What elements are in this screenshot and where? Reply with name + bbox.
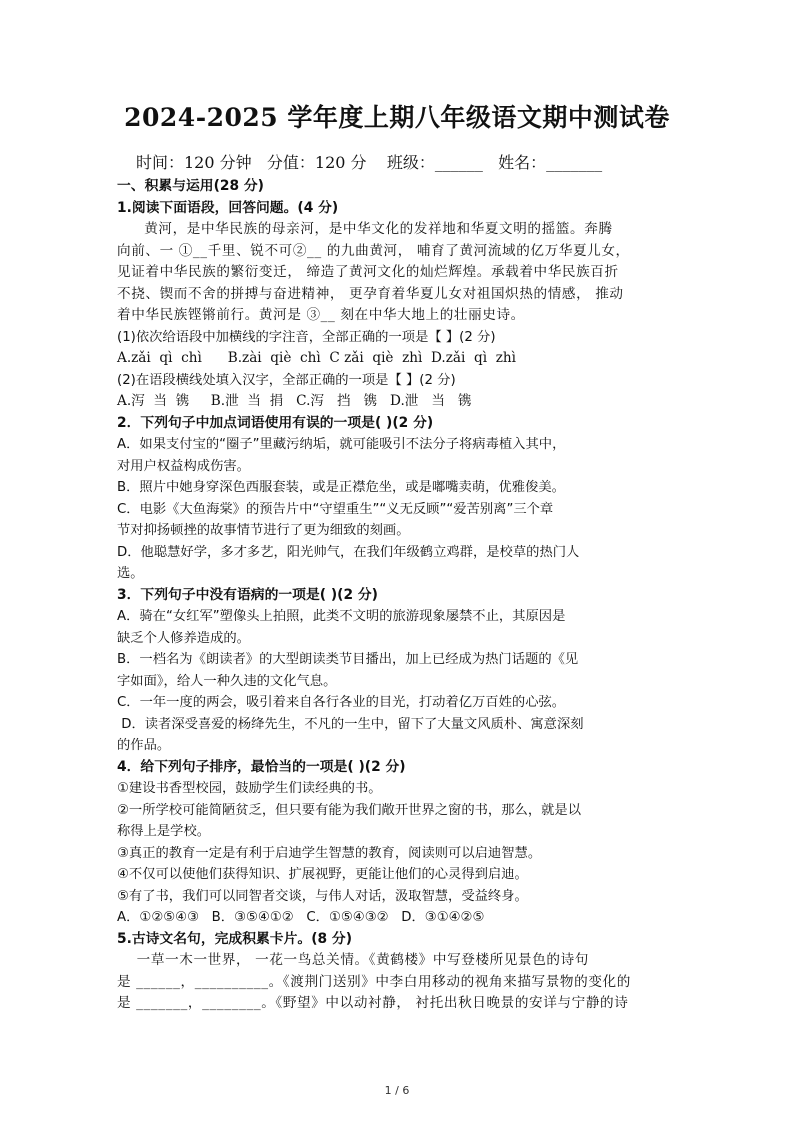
q4-line: ④不仅可以使他们获得知识、扩展视野，更能让他们的心灵得到启迪。 xyxy=(117,867,528,882)
q1-sub2-options: A.泻 当 镌 B.泄 当 捐 C.泻 挡 镌 D.泄 当 镌 xyxy=(117,393,472,409)
q3-line: 缺乏个人修养造成的。 xyxy=(117,630,250,646)
q4-options: A．①②⑤④③ B．③⑤④①② C．①⑤④③② D．③①④②⑤ xyxy=(117,910,485,925)
q2-line: 对用户权益构成伤害。 xyxy=(117,458,250,474)
q2-line: 选。 xyxy=(117,566,144,581)
q2-line: D．他聪慧好学，多才多艺，阳光帅气，在我们年级鹤立鸡群，是校草的热门人 xyxy=(117,544,580,560)
question-1-heading: 1.阅读下面语段，回答问题。(4 分) xyxy=(117,199,339,216)
q1-sub1: (1)依次给语段中加横线的字注音，全部正确的一项是【 】(2 分) xyxy=(117,329,496,345)
q4-line: 称得上是学校。 xyxy=(117,824,211,839)
q1-para-line: 不挠、锲而不舍的拼搏与奋进精神， 更孕育着华夏儿女对祖国炽热的情感， 推动 xyxy=(117,285,624,302)
question-2-heading: 2．下列句子中加点词语使用有误的一项是( )(2 分) xyxy=(117,414,434,431)
q4-line: ①建设书香型校园，鼓励学生们读经典的书。 xyxy=(117,781,382,796)
q5-line: 是 _______，________。《野望》中以动衬静， 衬托出秋日晚景的安详与宁静的诗 xyxy=(117,995,629,1011)
q1-sub1-options: A.zǎi qì chì B.zài qiè chì C zǎi qiè zhì D.zǎi qì zhì xyxy=(117,350,516,366)
section-heading: 一、积累与运用(28 分) xyxy=(117,178,264,194)
q1-para-line: 见证着中华民族的繁衍变迁， 缔造了黄河文化的灿烂辉煌。承载着中华民族百折 xyxy=(117,264,619,280)
q1-para-line: 向前、一 ①__千里、锐不可②__ 的九曲黄河， 哺育了黄河流域的亿万华夏儿女， xyxy=(117,242,630,259)
page-number: 1 / 6 xyxy=(384,1084,410,1097)
q3-line: 字如面》，给人一种久违的文化气息。 xyxy=(117,673,337,689)
q1-para-line: 着中华民族铿锵前行。黄河是 ③__ 刻在中华大地上的壮丽史诗。 xyxy=(117,307,525,323)
q3-line: C．一年一度的两会，吸引着来自各行各业的目光，打动着亿万百姓的心弦。 xyxy=(117,695,566,710)
q4-line: ②一所学校可能简陋贫乏，但只要有能为我们敞开世界之窗的书，那么，就是以 xyxy=(117,802,582,818)
q4-line: ③真正的教育一定是有利于启迪学生智慧的教育，阅读则可以启迪智慧。 xyxy=(117,845,542,861)
q3-line: B．一档名为《朗读者》的大型朗读类节目播出，加上已经成为热门话题的《见 xyxy=(117,652,579,667)
q4-line: ⑤有了书，我们可以同智者交谈，与伟人对话，汲取智慧，受益终身。 xyxy=(117,888,528,904)
q2-line: C．电影《大鱼海棠》的预告片中“守望重生”“义无反顾”“爱苦别离”三个章 xyxy=(117,501,554,517)
q2-line: 节对抑扬顿挫的故事情节进行了更为细致的刻画。 xyxy=(117,523,410,538)
q1-sub2: (2)在语段横线处填入汉字，全部正确的一项是【 】(2 分) xyxy=(117,372,456,388)
q3-line: 的作品。 xyxy=(117,738,171,753)
q5-line: 是 ______，__________。《渡荆门送别》中李白用移动的视角来描写景物的变化的 xyxy=(117,973,631,990)
q3-line: A．骑在“女红军”塑像头上拍照，此类不文明的旅游现象屡禁不止，其原因是 xyxy=(117,609,566,624)
q2-line: B．照片中她身穿深色西服套装，或是正襟危坐，或是嘟嘴卖萌，优雅俊美。 xyxy=(117,480,565,495)
exam-title: 2024-2025 学年度上期八年级语文期中测试卷 xyxy=(124,103,670,132)
question-4-heading: 4．给下列句子排序，最恰当的一项是( )(2 分) xyxy=(117,758,406,775)
q5-line: 一草一木一世界， 一花一鸟总关情。《黄鹤楼》中写登楼所见景色的诗句 xyxy=(117,952,590,968)
q3-line: D．读者深受喜爱的杨绛先生，不凡的一生中，留下了大量文风质朴、寓意深刻 xyxy=(117,716,584,732)
q2-line: A．如果支付宝的“圈子”里藏污纳垢，就可能吸引不法分子将病毒植入其中， xyxy=(117,437,566,452)
question-3-heading: 3．下列句子中没有语病的一项是( )(2 分) xyxy=(117,586,378,603)
exam-content xyxy=(117,176,677,1015)
exam-meta-line: 时间：120 分钟 分值：120 分 班级：______ 姓名：_______ xyxy=(136,153,603,172)
question-5-heading: 5.古诗文名句，完成积累卡片。(8 分) xyxy=(117,930,353,947)
q1-para-line: 黄河，是中华民族的母亲河，是中华文化的发祥地和华夏文明的摇篮。奔腾 xyxy=(144,221,613,237)
